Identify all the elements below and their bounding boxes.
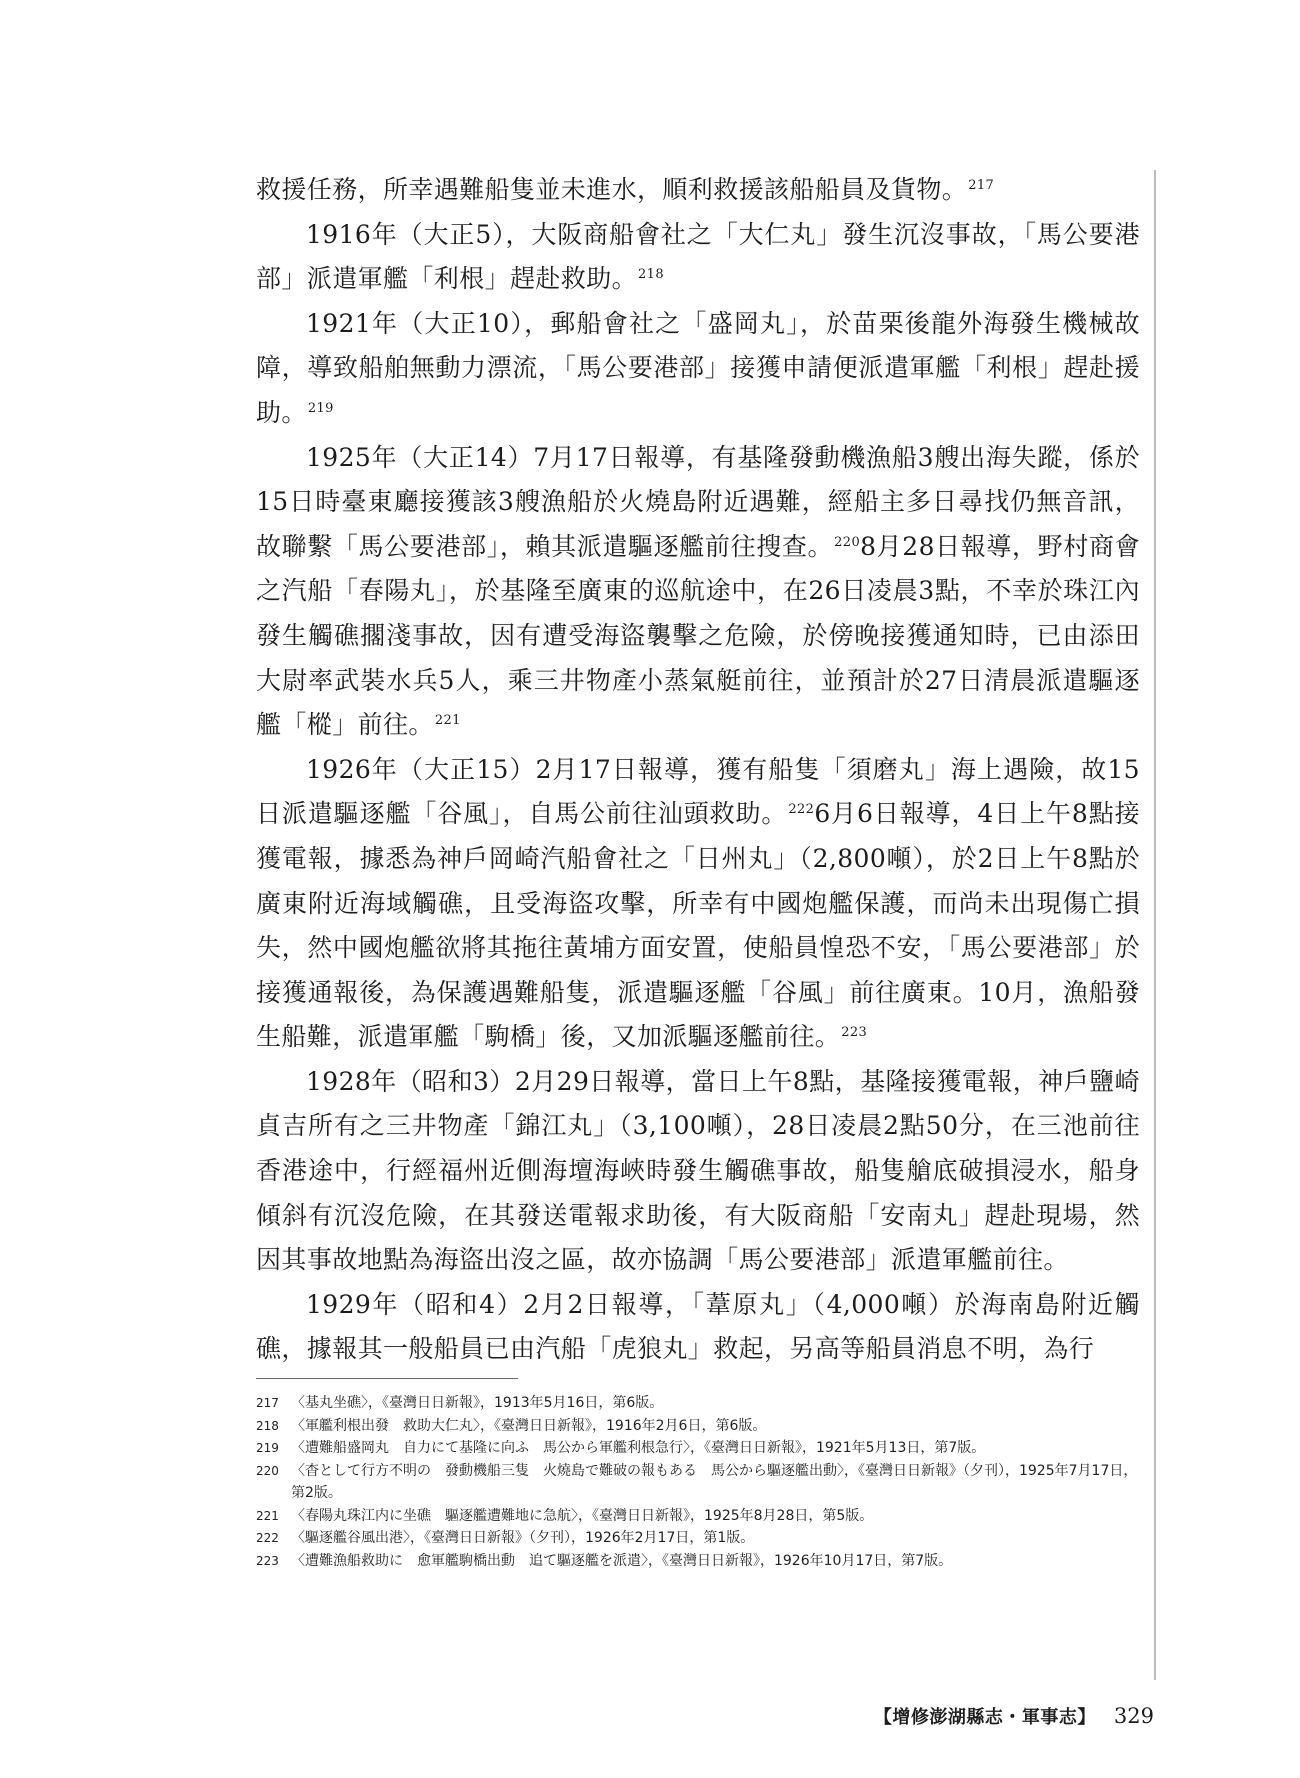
paragraph-text: 8月28日報導，野村商會之汽船「春陽丸」，於基隆至廣東的巡航途中，在26日凌晨3點，不幸於珠江內發生觸礁擱淺事故，因有遭受海盜襲擊之危險，於傍晚接獲通知時，已由添田大尉率武裝水兵5人，乘三井物產小蒸氣艇前往，並預計於27日清晨派遣驅逐艦「樅」前往。 [256,531,1140,740]
paragraph [256,302,1140,436]
footnote-ref: 217 [968,178,995,193]
paragraph-text: 救援任務，所幸遇難船隻並未進水，順利救援該船船員及貨物。 [256,175,968,204]
footnote [256,1415,1146,1438]
footnote [256,1437,1146,1460]
footnotes [256,1392,1146,1572]
paragraph-text: 6月6日報導，4日上午8點接獲電報，據悉為神戶岡崎汽船會社之「日州丸」（2,800噸），於2日上午8點於廣東附近海域觸礁，且受海盜攻擊，所幸有中國炮艦保護，而尚未出現傷亡損失，然中國炮艦欲將其拖往黃埔方面安置，使船員惶恐不安，「馬公要港部」於接獲通報後，為保護遇難船隻，派遣驅逐艦「谷風」前往廣東。10月，漁船發生船難，派遣軍艦「駒橋」後，又加派驅逐艦前往。 [256,799,1140,1052]
body-text [256,168,1140,1372]
paragraph-text: 1929年（昭和4）2月2日報導，「葦原丸」（4,000噸）於海南島附近觸礁，據報其一般船員已由汽船「虎狼丸」救起，另高等船員消息不明，為行 [256,1289,1140,1364]
paragraph-text: 1925年（大正14）7月17日報導，有基隆發動機漁船3艘出海失蹤，係於15日時臺東廳接獲該3艘漁船於火燒島附近遇難，經船主多日尋找仍無音訊，故聯繫「馬公要港部」，賴其派遣驅逐艦前往搜查。 [256,442,1140,561]
paragraph [256,168,1140,213]
footnote-text: 〈杳として行方不明の 發動機船三隻 火燒島で難破の報もある 馬公から驅逐艦出動〉，《臺灣日日新報》（夕刊），1925年7月17日，第2版。 [291,1462,1138,1501]
footnote-number: 223 [256,1553,279,1568]
footnote-ref: 219 [307,400,334,416]
book-title: 【增修澎湖縣志・軍事志】 [873,1707,1096,1728]
paragraph-text: 1921年（大正10），郵船會社之「盛岡丸」，於苗栗後龍外海發生機械故障，導致船舶無動力漂流，「馬公要港部」接獲申請便派遣軍艦「利根」趕赴援助。 [256,308,1140,427]
footnote-ref: 222 [788,802,815,818]
footnote-number: 221 [256,1508,279,1523]
paragraph-text: 1928年（昭和3）2月29日報導，當日上午8點，基隆接獲電報，神戶鹽崎貞吉所有之三井物產「錦江丸」（3,100噸），28日凌晨2點50分，在三池前往香港途中，行經福州近側海壇海峽時發生觸礁事故，船隻艙底破損浸水，船身傾斜有沉沒危險，在其發送電報求助後，有大阪商船「安南丸」趕赴現場，然因其事故地點為海盜出沒之區，故亦協調「馬公要港部」派遣軍艦前往。 [256,1066,1140,1275]
paragraph [256,1283,1140,1372]
footnote-number: 219 [256,1441,279,1455]
footnote-text: 〈春陽丸珠江内に坐礁 驅逐艦遭難地に急航〉，《臺灣日日新報》，1925年8月28日，第5版。 [291,1507,874,1524]
footnote-text: 〈遭難漁船救助に 愈軍艦駒橋出動 追て驅逐艦を派遣〉，《臺灣日日新報》，1926年10月17日，第7版。 [291,1552,953,1569]
footnote-number: 217 [256,1396,279,1410]
footnote [256,1392,1146,1415]
paragraph [256,436,1140,748]
footnote-number: 222 [256,1531,279,1545]
footnote [256,1527,1146,1550]
footnote [256,1550,1146,1573]
paragraph [256,748,1140,1060]
footnote-text: 〈遭難船盛岡丸 自力にて基隆に向ふ 馬公から軍艦利根急行〉，《臺灣日日新報》，1921年5月13日，第7版。 [291,1440,986,1456]
footnote-separator [256,1378,518,1379]
footnote-text: 〈軍艦利根出發 救助大仁丸〉，《臺灣日日新報》，1916年2月6日，第6版。 [291,1417,767,1434]
footnote [256,1505,1146,1528]
footnote-text: 〈基丸坐礁〉，《臺灣日日新報》，1913年5月16日，第6版。 [291,1395,664,1411]
footnote-text: 〈驅逐艦谷風出港〉，《臺灣日日新報》（夕刊），1926年2月17日，第1版。 [291,1530,755,1546]
paragraph-text: 1916年（大正5），大阪商船會社之「大仁丸」發生沉沒事故，「馬公要港部」派遣軍艦「利根」趕赴救助。 [256,219,1140,294]
footnote-ref: 221 [434,713,461,729]
footnote-number: 218 [256,1418,279,1433]
footnote-ref: 218 [638,267,665,283]
footnote [256,1460,1146,1505]
paragraph-text: 1926年（大正15）2月17日報導，獲有船隻「須磨丸」海上遇險，故15日派遣驅逐艦「谷風」，自馬公前往汕頭救助。 [256,754,1140,829]
paragraph [256,213,1140,302]
footnote-number: 220 [256,1463,279,1478]
page-number: 329 [1113,1704,1154,1728]
footnote-ref: 220 [834,534,861,550]
footnote-ref: 223 [841,1025,868,1041]
page-footer [874,1703,1154,1729]
paragraph [256,1060,1140,1283]
margin-rule [1154,170,1156,1680]
